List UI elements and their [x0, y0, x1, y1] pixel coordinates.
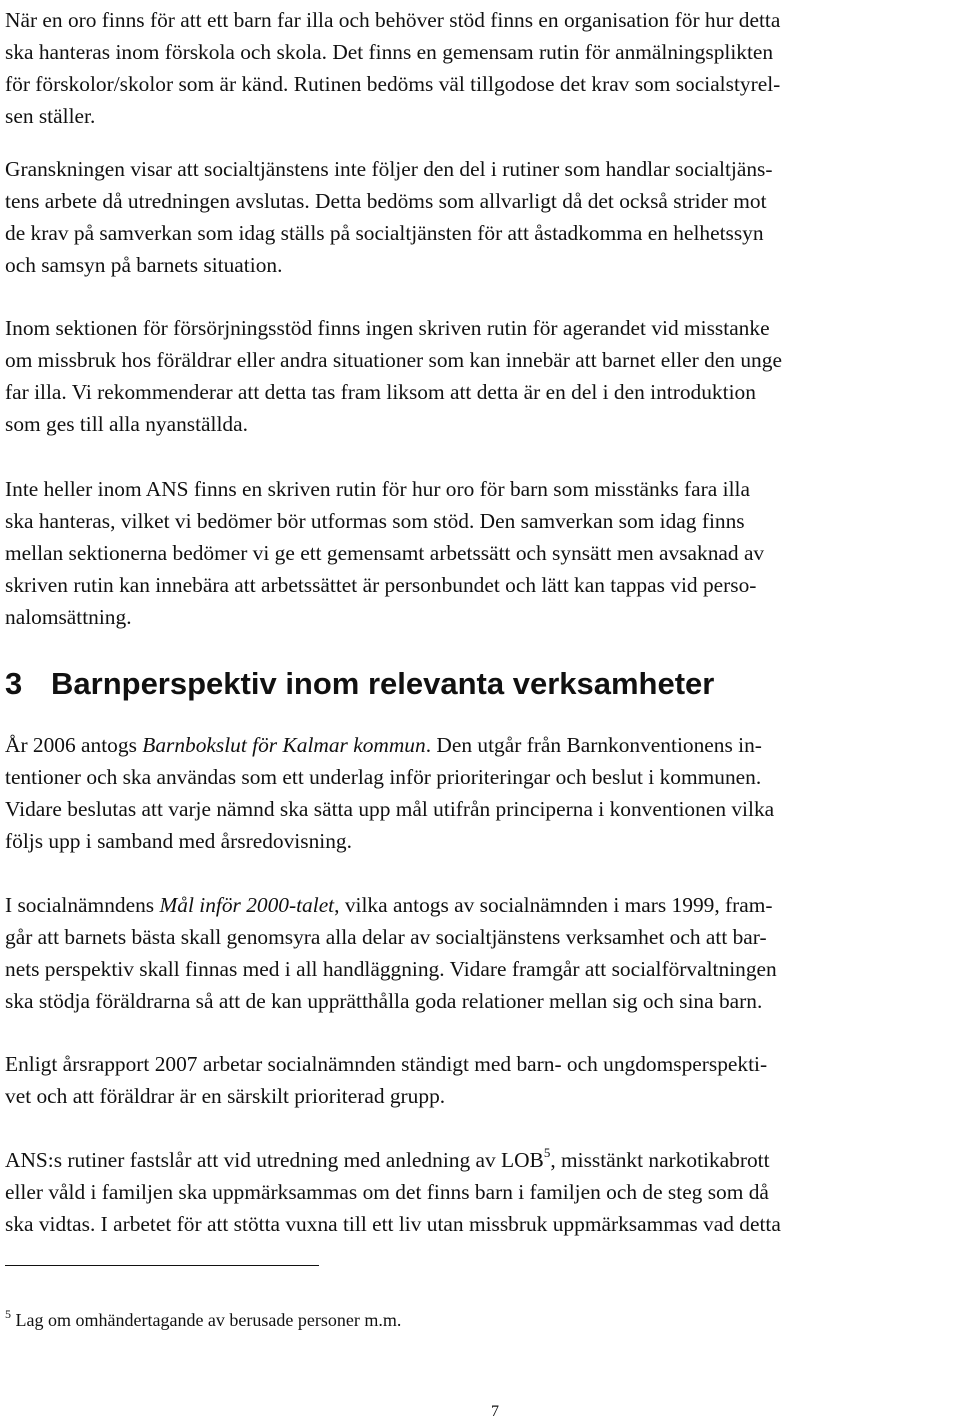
document-title-italic: Barnbokslut för Kalmar kommun	[142, 733, 426, 757]
body-text-line: Inte heller inom ANS finns en skriven rutin för hur oro för barn som misstänks fara illa	[5, 477, 750, 501]
section-number: 3	[5, 666, 23, 701]
body-text-line: för förskolor/skolor som är känd. Rutinen bedöms väl tillgodose det krav som socialstyrel-	[5, 72, 781, 96]
section-title: Barnperspektiv inom relevanta verksamheter	[51, 666, 715, 701]
body-text-line: skriven rutin kan innebära att arbetssättet är personbundet och lätt kan tappas vid perso-	[5, 573, 757, 597]
body-text-line: Granskningen visar att socialtjänstens inte följer den del i rutiner som handlar socialtjäns-	[5, 157, 773, 181]
body-text-line: ska stödja föräldrarna så att de kan upprätthålla goda relationer mellan sig och sina barn.	[5, 989, 763, 1013]
footnote-separator	[5, 1265, 319, 1266]
body-text-line: och samsyn på barnets situation.	[5, 253, 283, 277]
body-text-line: ska hanteras, vilket vi bedömer bör utformas som stöd. Den samverkan som idag finns	[5, 509, 745, 533]
body-text-line: de krav på samverkan som idag ställs på socialtjänsten för att åstadkomma en helhetssyn	[5, 221, 764, 245]
body-text-line: nets perspektiv skall finnas med i all handläggning. Vidare framgår att socialförvaltningen	[5, 957, 777, 981]
body-text-line: som ges till alla nyanställda.	[5, 412, 248, 436]
body-text-line: År 2006 antogs Barnbokslut för Kalmar kommun. Den utgår från Barnkonventionens in-	[5, 733, 762, 757]
body-text-line: nalomsättning.	[5, 605, 132, 629]
body-text-line: I socialnämndens Mål inför 2000-talet, vilka antogs av socialnämnden i mars 1999, fram-	[5, 893, 773, 917]
body-text-line: När en oro finns för att ett barn far illa och behöver stöd finns en organisation för hur detta	[5, 8, 781, 32]
footnote-marker: 5	[5, 1307, 11, 1321]
body-text-line: ska hanteras inom förskola och skola. Det finns en gemensam rutin för anmälningsplikten	[5, 40, 774, 64]
body-text-line: tentioner och ska användas som ett underlag inför prioriteringar och beslut i kommunen.	[5, 765, 762, 789]
page-number: 7	[491, 1403, 499, 1420]
body-text-line: tens arbete då utredningen avslutas. Detta bedöms som allvarligt då det också strider mot	[5, 189, 767, 213]
footnote	[5, 1307, 401, 1333]
body-text-line: far illa. Vi rekommenderar att detta tas fram liksom att detta är en del i den introduktion	[5, 380, 756, 404]
body-text-line: om missbruk hos föräldrar eller andra situationer som kan innebär att barnet eller den unge	[5, 348, 782, 372]
body-text-line: Vidare beslutas att varje nämnd ska sätta upp mål utifrån principerna i konventionen vilka	[5, 797, 775, 821]
body-text-line: ANS:s rutiner fastslår att vid utredning med anledning av LOB$^5$, misstänkt narkotikabrott	[5, 1145, 770, 1172]
document-title-italic: Mål inför 2000-talet	[159, 893, 335, 917]
body-text-line: går att barnets bästa skall genomsyra alla delar av socialtjänstens verksamhet och att bar-	[5, 925, 767, 949]
footnote-reference[interactable]: 5	[543, 1145, 551, 1160]
body-text-line: mellan sektionerna bedömer vi ge ett gemensamt arbetssätt och synsätt men avsaknad av	[5, 541, 765, 565]
body-text-line: Inom sektionen för försörjningsstöd finns ingen skriven rutin för agerandet vid misstanke	[5, 316, 770, 340]
body-text-line: följs upp i samband med årsredovisning.	[5, 829, 352, 853]
body-text-line: sen ställer.	[5, 104, 96, 128]
section-heading	[5, 664, 714, 704]
footnote-text: Lag om omhändertagande av berusade personer m.m.	[15, 1310, 402, 1330]
body-text-line: eller våld i familjen ska uppmärksammas om det finns barn i familjen och de steg som då	[5, 1180, 769, 1204]
body-text-line: vet och att föräldrar är en särskilt prioriterad grupp.	[5, 1084, 446, 1108]
body-text-line: ska vidtas. I arbetet för att stötta vuxna till ett liv utan missbruk uppmärksammas vad detta	[5, 1212, 781, 1236]
body-text-line: Enligt årsrapport 2007 arbetar socialnämnden ständigt med barn- och ungdomsperspekti-	[5, 1052, 768, 1076]
